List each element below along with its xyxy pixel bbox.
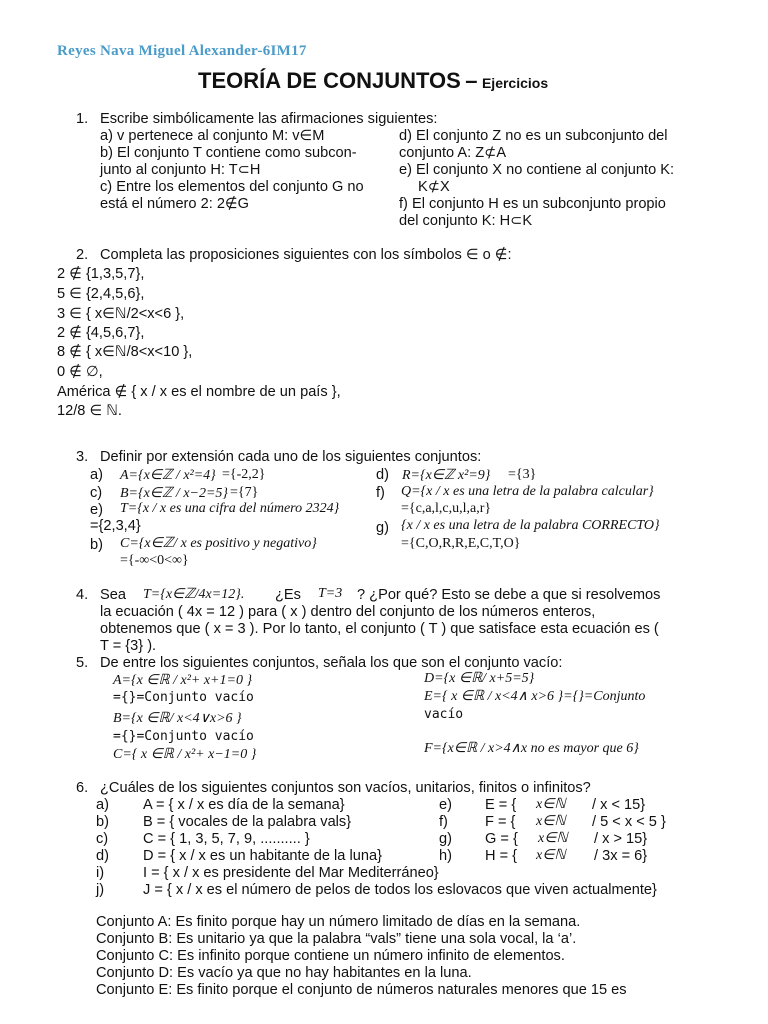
q6-item-set: x∈ℕ (536, 814, 566, 829)
q2-prompt: Completa las proposiciones siguientes con los símbolos ∈ o ∉: (100, 247, 512, 263)
q1-right-line: conjunto A: Z⊄A (399, 145, 507, 161)
q1-left-line: junto al conjunto H: T⊂H (100, 162, 261, 178)
q6-answer: Conjunto A: Es finito porque hay un número limitado de días en la semana. (96, 914, 581, 930)
q6-item-label: h) (439, 848, 452, 864)
q6-answer: Conjunto E: Es finito porque el conjunto de números naturales menores que 15 es (96, 982, 627, 998)
q3-item-label: c) (90, 485, 103, 501)
q6-item-prefix: H = { (485, 848, 518, 864)
q3-item-label: d) (376, 467, 389, 483)
q6-item-text: B = { vocales de la palabra vals} (143, 814, 352, 830)
q6-item-text: J = { x / x es el número de pelos de todos los eslovacos que viven actualmente} (143, 882, 657, 898)
q2-line: 2 ∉ {4,5,6,7}, (57, 325, 145, 341)
q2-line: 8 ∉ { x∈ℕ/8<x<10 }, (57, 344, 193, 360)
q6-item-label: d) (96, 848, 109, 864)
q6-item-set: x∈ℕ (538, 831, 568, 846)
q2-line: América ∉ { x / x es el nombre de un país }, (57, 384, 341, 400)
q3-set-value: ={C,O,R,R,E,C,T,O} (401, 536, 521, 551)
q3-set-formula: T={x / x es una cifra del número 2324} (120, 501, 340, 516)
q4-text: ? ¿Por qué? Esto se debe a que si resolvemos (357, 587, 661, 603)
q6-item-label: i) (96, 865, 105, 881)
q3-set-value: ={c,a,l,c,u,l,a,r} (401, 501, 492, 516)
q2-line: 5 ∈ {2,4,5,6}, (57, 286, 145, 302)
q2-line: 2 ∉ {1,3,5,7}, (57, 266, 145, 282)
q3-set-value: ={2,3,4} (90, 518, 141, 534)
q3-set-formula: A={x∈ℤ / x²=4} (120, 468, 216, 483)
q3-set-value: ={3} (508, 467, 537, 482)
q4-text: obtenemos que ( x = 3 ). Por lo tanto, el conjunto ( T ) que satisface esta ecuación es ( (100, 621, 659, 637)
q4-teq: T=3 (318, 586, 343, 601)
q6-number: 6. (76, 780, 89, 796)
q1-right-line: f) El conjunto H es un subconjunto propio (399, 196, 666, 212)
q3-set-value: ={-2,2} (222, 467, 266, 482)
q6-answer: Conjunto B: Es unitario ya que la palabra “vals” tiene una sola vocal, la ‘a’. (96, 931, 577, 947)
q5-set-value: ={}=Conjunto vacío (113, 690, 254, 705)
q6-item-prefix: E = { (485, 797, 517, 813)
q4-sea: Sea (100, 587, 126, 603)
q6-item-label: c) (96, 831, 109, 847)
q6-item-label: j) (96, 882, 105, 898)
q6-item-label: a) (96, 797, 109, 813)
q2-line: 3 ∈ { x∈ℕ/2<x<6 }, (57, 306, 185, 322)
q6-item-label: f) (439, 814, 448, 830)
q4-text: la ecuación ( 4x = 12 ) para ( x ) dentro del conjunto de los números enteros, (100, 604, 596, 620)
q4-set-formula: T={x∈ℤ/4x=12}. (143, 587, 245, 602)
page-title (198, 68, 548, 94)
q3-item-label: e) (90, 502, 103, 518)
q1-right-line: del conjunto K: H⊂K (399, 213, 533, 229)
author-name: Reyes Nava Miguel Alexander-6IM17 (57, 43, 307, 59)
q3-item-label: b) (90, 537, 103, 553)
q6-item-prefix: G = { (485, 831, 518, 847)
q3-set-formula: B={x∈ℤ / x−2=5} (120, 486, 229, 501)
q5-set-formula: A={x ∈ℝ / x²+ x+1=0 } (113, 673, 253, 688)
q6-item-text: C = { 1, 3, 5, 7, 9, .......... } (143, 831, 310, 847)
q1-right-line: e) El conjunto X no contiene al conjunto K: (399, 162, 675, 178)
q6-prompt: ¿Cuáles de los siguientes conjuntos son vacíos, unitarios, finitos o infinitos? (100, 780, 591, 796)
q5-set-value: vacío (424, 707, 464, 722)
q3-number: 3. (76, 449, 89, 465)
q1-left-line: está el número 2: 2∉G (100, 196, 249, 212)
q3-set-value: ={7} (230, 485, 259, 500)
q6-item-label: e) (439, 797, 452, 813)
q3-item-label: f) (376, 485, 385, 501)
q2-line: 12/8 ∈ ℕ. (57, 403, 122, 419)
q5-set-formula: E={ x ∈ℝ / x<4∧ x>6 }={}=Conjunto (424, 689, 646, 704)
q4-number: 4. (76, 587, 89, 603)
q6-item-prefix: F = { (485, 814, 516, 830)
q1-number: 1. (76, 111, 89, 127)
q3-set-value: ={-∞<0<∞} (120, 553, 189, 568)
q1-prompt: Escribe simbólicamente las afirmaciones siguientes: (100, 111, 438, 127)
q6-item-set: x∈ℕ (536, 797, 566, 812)
q3-set-formula: R={x∈ℤ x²=9} (402, 468, 491, 483)
q6-item-set: x∈ℕ (536, 848, 566, 863)
title-main: TEORÍA DE CONJUNTOS (198, 68, 461, 93)
q1-left-line: c) Entre los elementos del conjunto G no (100, 179, 364, 195)
q2-line: 0 ∉ ∅, (57, 364, 103, 380)
q6-item-condition: / 5 < x < 5 } (592, 814, 666, 830)
title-dash: – (465, 68, 478, 93)
q5-prompt: De entre los siguientes conjuntos, señala los que son el conjunto vacío: (100, 655, 563, 671)
q3-prompt: Definir por extensión cada uno de los siguientes conjuntos: (100, 449, 482, 465)
q1-right-line: K⊄X (418, 179, 450, 195)
q6-item-label: b) (96, 814, 109, 830)
q6-item-text: D = { x / x es un habitante de la luna} (143, 848, 382, 864)
q6-item-condition: / 3x = 6} (594, 848, 648, 864)
q3-set-formula: {x / x es una letra de la palabra CORRECTO} (401, 518, 660, 533)
q4-es: ¿Es (275, 587, 301, 603)
q6-answer: Conjunto D: Es vacío ya que no hay habitantes en la luna. (96, 965, 472, 981)
q5-number: 5. (76, 655, 89, 671)
q6-item-condition: / x > 15} (594, 831, 648, 847)
q4-text: T = {3} ). (100, 638, 157, 654)
q1-left-line: a) v pertenece al conjunto M: v∈M (100, 128, 325, 144)
q3-item-label: g) (376, 520, 389, 536)
q6-item-text: I = { x / x es presidente del Mar Mediterráneo} (143, 865, 439, 881)
q5-set-formula: F={x∈ℝ / x>4∧x no es mayor que 6} (424, 741, 639, 756)
q3-set-formula: Q={x / x es una letra de la palabra calcular} (401, 484, 654, 499)
title-sub: Ejercicios (481, 75, 549, 91)
q5-set-value: ={}=Conjunto vacío (113, 729, 254, 744)
q3-set-formula: C={x∈ℤ/ x es positivo y negativo} (120, 536, 317, 551)
q6-answer: Conjunto C: Es infinito porque contiene un número infinito de elementos. (96, 948, 565, 964)
q6-item-text: A = { x / x es día de la semana} (143, 797, 345, 813)
q1-right-line: d) El conjunto Z no es un subconjunto del (399, 128, 668, 144)
q5-set-formula: D={x ∈ℝ/ x+5=5} (424, 671, 535, 686)
q6-item-label: g) (439, 831, 452, 847)
q5-set-formula: B={x ∈ℝ/ x<4∨x>6 } (113, 711, 242, 726)
q5-set-formula: C={ x ∈ℝ / x²+ x−1=0 } (113, 747, 257, 762)
q6-item-condition: / x < 15} (592, 797, 646, 813)
q2-number: 2. (76, 247, 89, 263)
q3-item-label: a) (90, 467, 103, 483)
q1-left-line: b) El conjunto T contiene como subcon- (100, 145, 357, 161)
